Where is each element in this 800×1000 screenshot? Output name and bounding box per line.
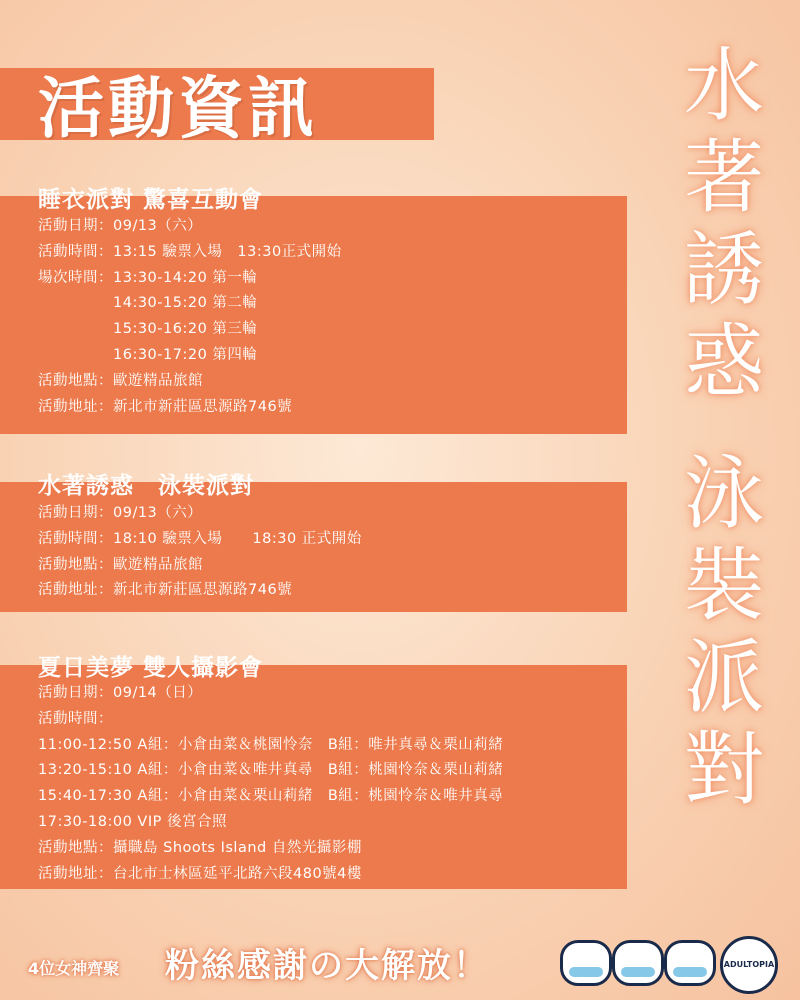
detail-line: 活動日期：09/14（日） xyxy=(38,685,203,701)
section-title: 夏日美夢 雙人攝影會 xyxy=(38,655,264,681)
detail-line: 活動地點：攝職島 Shoots Island 自然光攝影棚 xyxy=(38,839,362,856)
detail-line: 活動地址：新北市新莊區思源路746號 xyxy=(38,398,293,415)
detail-line: 16:30-17:20 第四輪 xyxy=(38,346,258,363)
footer-tagline: 4位女神齊聚 xyxy=(28,959,120,978)
detail-line: 活動時間：13:15 驗票入場 13:30正式開始 xyxy=(38,243,342,260)
vertical-title-char: 水 xyxy=(684,39,764,132)
detail-line: 13:20-15:10 A組：小倉由菜＆唯井真尋 B組：桃園怜奈＆栗山莉緒 xyxy=(38,762,504,779)
logo-group xyxy=(560,932,780,990)
cloud-logo-icon xyxy=(560,940,612,986)
detail-line: 14:30-15:20 第二輪 xyxy=(38,295,258,312)
section-details xyxy=(38,214,342,420)
vertical-title-char: 惑 xyxy=(684,315,764,408)
vertical-title-char: 派 xyxy=(684,631,764,724)
detail-line: 活動地點：歐遊精品旅館 xyxy=(38,556,203,573)
detail-line: 活動地址：新北市新莊區思源路746號 xyxy=(38,582,293,599)
detail-line: 活動日期：09/13（六） xyxy=(38,505,203,521)
section-title: 睡衣派對 驚喜互動會 xyxy=(38,187,264,213)
cloud-logo-icon xyxy=(664,940,716,986)
vertical-title-char: 對 xyxy=(684,723,764,816)
cloud-logo-icon xyxy=(612,940,664,986)
section-details xyxy=(38,501,362,604)
detail-line: 活動時間：18:10 驗票入場 18:30 正式開始 xyxy=(38,530,362,547)
detail-line: 活動時間： xyxy=(38,710,113,727)
page-title: 活動資訊 xyxy=(38,70,318,147)
detail-line: 場次時間：13:30-14:20 第一輪 xyxy=(38,269,258,286)
vertical-title-char: 誘 xyxy=(684,223,764,316)
detail-line: 活動地址：台北市士林區延平北路六段480號4樓 xyxy=(38,865,362,882)
detail-line: 活動地點：歐遊精品旅館 xyxy=(38,372,203,389)
vertical-title-char: 著 xyxy=(684,131,764,224)
vertical-title-char: 泳 xyxy=(684,447,764,540)
footer-headline: 粉絲感謝の大解放！ xyxy=(165,946,489,986)
vertical-title xyxy=(674,40,774,816)
detail-line: 15:40-17:30 A組：小倉由菜＆栗山莉緒 B組：桃園怜奈＆唯井真尋 xyxy=(38,788,504,805)
detail-line: 11:00-12:50 A組：小倉由菜＆桃園怜奈 B組：唯井真尋＆栗山莉緒 xyxy=(38,736,504,753)
adultopia-logo: ADULTOPIA xyxy=(720,936,778,994)
detail-line: 17:30-18:00 VIP 後宮合照 xyxy=(38,813,227,830)
detail-line: 15:30-16:20 第三輪 xyxy=(38,321,258,338)
vertical-title-char: 裝 xyxy=(684,539,764,632)
section-title: 水著誘惑 泳裝派對 xyxy=(38,473,254,499)
section-details xyxy=(38,681,503,887)
detail-line: 活動日期：09/13（六） xyxy=(38,218,203,234)
